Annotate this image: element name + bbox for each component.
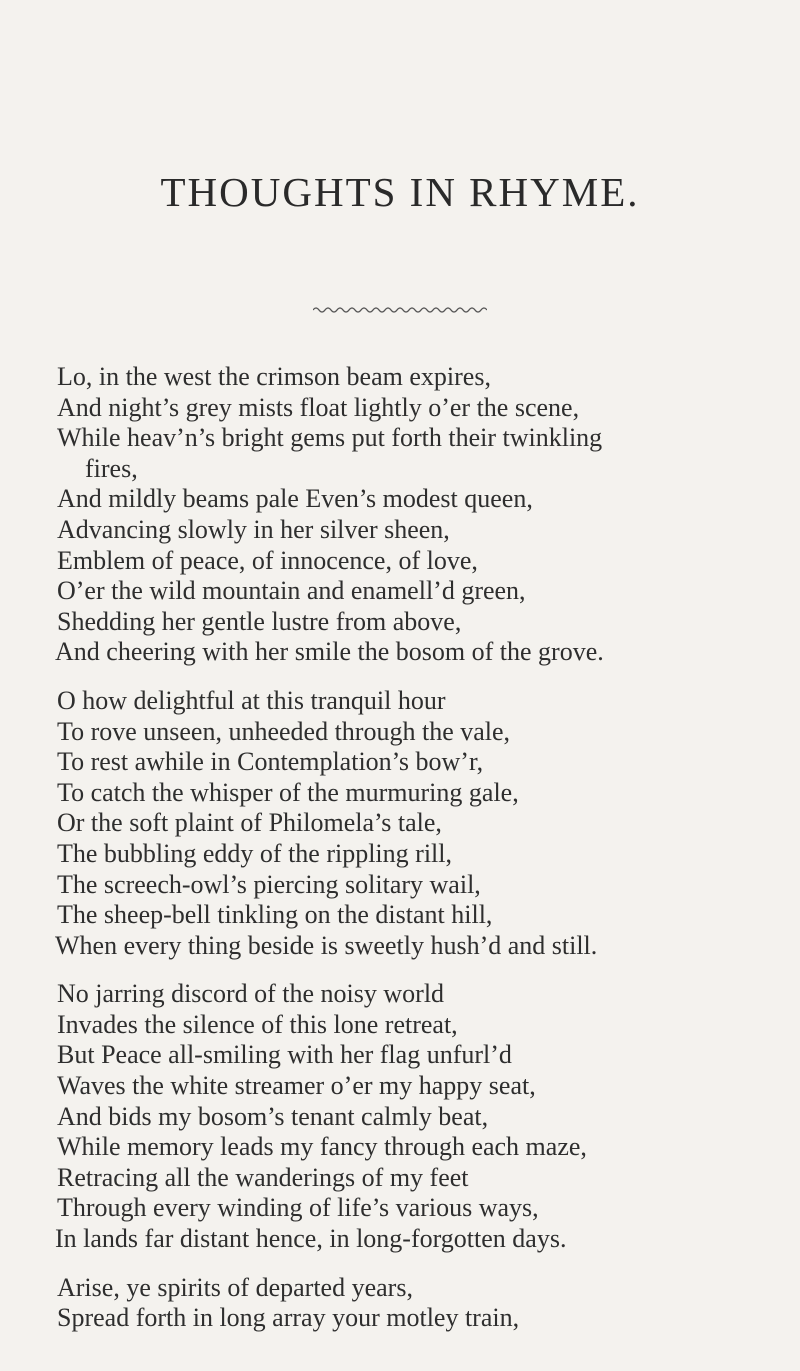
poem-line: Or the soft plaint of Philomela’s tale, (57, 808, 442, 838)
poem-line: No jarring discord of the noisy world (57, 979, 445, 1009)
poem-line: To catch the whisper of the murmuring gale, (57, 777, 519, 807)
poem-line: Through every winding of life’s various ways, (57, 1193, 539, 1223)
poem-line: Emblem of peace, of innocence, of love, (57, 545, 478, 575)
stanza-1 (0, 362, 800, 668)
poem-line: O how delightful at this tranquil hour (57, 685, 446, 715)
poem-line: When every thing beside is sweetly hush’d and still. (55, 930, 598, 960)
stanza-3 (0, 979, 800, 1254)
poem-line: And night’s grey mists float lightly o’er the scene, (57, 392, 580, 422)
poem-line: Waves the white streamer o’er my happy seat, (57, 1071, 536, 1101)
poem-line: In lands far distant hence, in long-forgotten days. (55, 1224, 567, 1254)
poem-line: And bids my bosom’s tenant calmly beat, (57, 1101, 489, 1131)
poem-line: fires, (85, 453, 138, 483)
poem-line: Spread forth in long array your motley train, (57, 1303, 520, 1333)
poem-line: While heav’n’s bright gems put forth their twinkling (57, 423, 603, 453)
poem-body (0, 362, 800, 1352)
poem-line: Invades the silence of this lone retreat, (57, 1009, 458, 1039)
poem-line: While memory leads my fancy through each maze, (57, 1132, 587, 1162)
stanza-2 (0, 686, 800, 961)
poem-line: To rest awhile in Contemplation’s bow’r, (57, 747, 484, 777)
poem-line: Arise, ye spirits of departed years, (57, 1272, 413, 1302)
poem-line: And cheering with her smile the bosom of the grove. (55, 637, 604, 667)
poem-line: And mildly beams pale Even’s modest queen, (57, 484, 533, 514)
poem-line: Lo, in the west the crimson beam expires, (57, 362, 491, 391)
poem-line: The screech-owl’s piercing solitary wail, (57, 869, 481, 899)
page-title: THOUGHTS IN RHYME. (160, 169, 640, 215)
poem-line: Shedding her gentle lustre from above, (57, 606, 462, 636)
poem-line: Retracing all the wanderings of my feet (57, 1162, 469, 1192)
poem-line: O’er the wild mountain and enamell’d green, (57, 576, 526, 606)
poem-line: The bubbling eddy of the rippling rill, (57, 838, 452, 868)
stanza-4 (0, 1273, 800, 1334)
poem-line: Advancing slowly in her silver sheen, (57, 514, 450, 544)
poem-line: The sheep-bell tinkling on the distant hill, (57, 900, 493, 930)
poem-line: To rove unseen, unheeded through the vale, (57, 716, 511, 746)
poem-line: But Peace all-smiling with her flag unfurl’d (57, 1040, 512, 1070)
wavy-rule-ornament (313, 304, 487, 316)
